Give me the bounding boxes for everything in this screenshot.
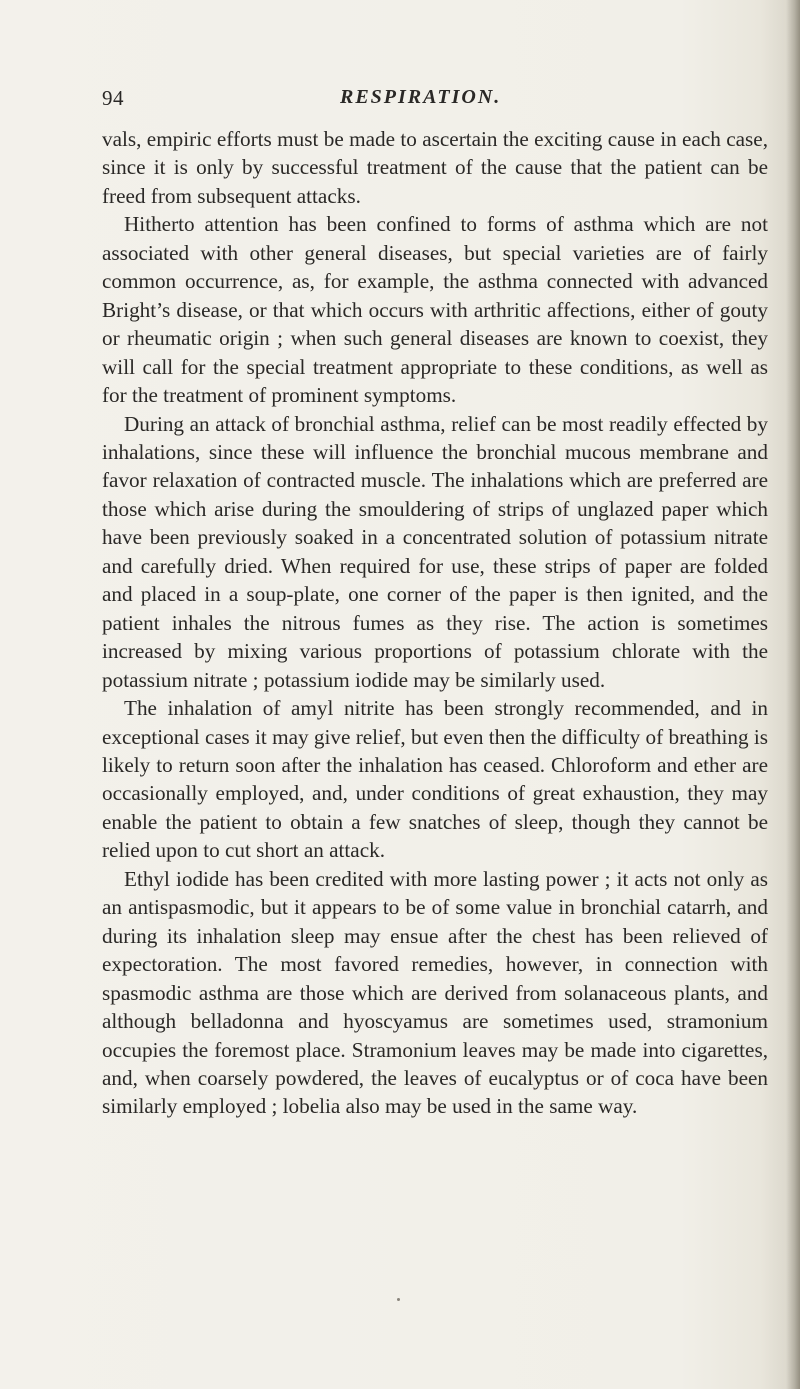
page-number: 94 — [102, 86, 124, 110]
paragraph: During an attack of bronchial asthma, relief can be most readily effected by inhalations, since these will influence the bronchial mucous membrane and favor relaxation of contracted muscle. The inhalations which are preferred are those which arise during the smouldering of strips of unglazed paper which have been previously soaked in a concentrated solution of potassium nitrate and carefully dried. When required for use, these strips of paper are folded and placed in a soup-plate, one corner of the paper is then ignited, and the patient inhales the nitrous fumes as they rise. The action is sometimes increased by mixing various proportions of potassium chlorate with the potassium nitrate ; potassium iodide may be similarly used. — [102, 411, 768, 692]
paragraph: The inhalation of amyl nitrite has been strongly recommended, and in exceptional cases it may give relief, but even then the difficulty of breathing is likely to return soon after the inhalation has ceased. Chloroform and ether are occasionally employed, and, under conditions of great exhaustion, they may enable the patient to obtain a few snatches of sleep, though they cannot be relied upon to cut short an attack. — [102, 696, 768, 863]
paragraph-continued: vals, empiric efforts must be made to ascertain the exciting cause in each case, since it is only by successful treatment of the cause that the patient can be freed from subsequent attacks. — [102, 127, 768, 208]
paragraph: Ethyl iodide has been credited with more lasting power ; it acts not only as an antispasmodic, but it appears to be of some value in bronchial catarrh, and during its inhalation sleep may ensue after the chest has been relieved of expectoration. The most favored remedies, however, in connection with spasmodic asthma are those which are derived from solanaceous plants, and although belladonna and hyoscyamus are sometimes used, stramonium occupies the foremost place. Stramonium leaves may be made into cigarettes, and, when coarsely powdered, the leaves of eucalyptus or of coca have been similarly employed ; lobelia also may be used in the same way. — [102, 866, 768, 1119]
stray-mark — [397, 1298, 400, 1301]
page-edge-shadow — [786, 0, 800, 1389]
running-head: RESPIRATION. — [340, 86, 502, 108]
body-text — [102, 125, 768, 1121]
paragraph: Hitherto attention has been confined to forms of asthma which are not associated with other general diseases, but special varieties are of fairly common occurrence, as, for example, the asthma connected with advanced Bright’s disease, or that which occurs with arthritic affections, either of gouty or rheumatic origin ; when such general diseases are known to coexist, they will call for the special treatment appropriate to these conditions, as well as for the treatment of prominent symptoms. — [102, 212, 768, 408]
page-header — [102, 86, 778, 116]
